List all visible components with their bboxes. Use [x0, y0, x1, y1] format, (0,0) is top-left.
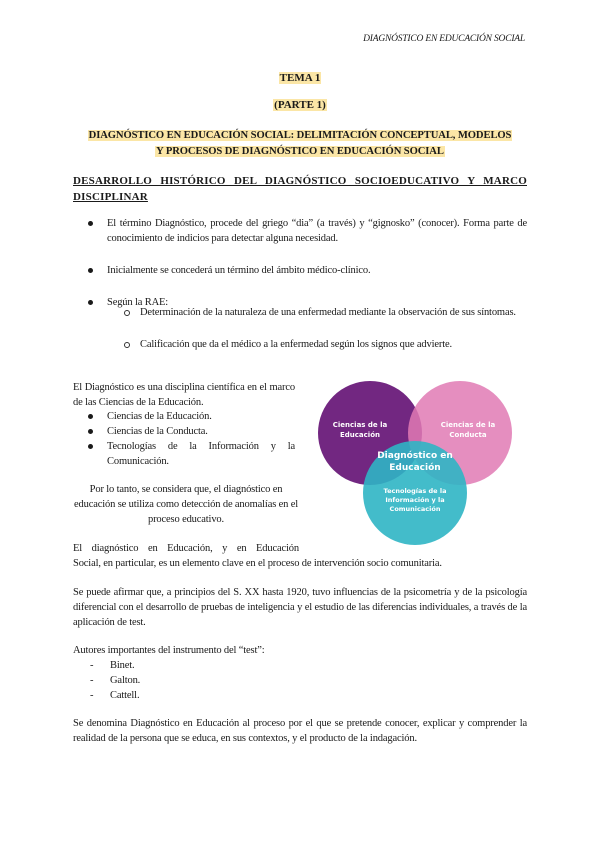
discipline-item: Tecnologías de la Información y la Comunicación.	[107, 441, 295, 467]
bullet-dot-icon	[88, 444, 93, 449]
list-item	[73, 439, 295, 469]
list-item	[118, 337, 527, 352]
venn-right-line2: Conducta	[449, 431, 487, 439]
bullet-text: Inicialmente se concederá un término del ámbito médico-clínico.	[107, 265, 371, 276]
bullet-dot-icon	[88, 300, 93, 305]
discipline-conclusion: Por lo tanto, se considera que, el diagnóstico en educación se utiliza como detección de anomalías en el proceso educativo.	[74, 484, 298, 525]
tema-part-text: (PARTE 1)	[274, 99, 326, 111]
bullet-dot-icon	[88, 414, 93, 419]
venn-left-line1: Ciencias de la	[332, 421, 388, 429]
discipline-item: Ciencias de la Conducta.	[107, 426, 208, 437]
circle-bullet-icon	[124, 310, 130, 316]
dash-bullet: -	[90, 690, 94, 701]
paragraph-3: Se denomina Diagnóstico en Educación al proceso por el que se pretende conocer, explicar y comprender la realidad de la persona que se educa, en sus contextos, y el producto de la indagación.	[73, 718, 527, 744]
title-line-1: DIAGNÓSTICO EN EDUCACIÓN SOCIAL: DELIMITACIÓN CONCEPTUAL, MODELOS	[88, 130, 512, 141]
bullet-text: Según la RAE:	[107, 297, 169, 308]
discipline-item: Ciencias de la Educación.	[107, 411, 212, 422]
dash-bullet: -	[90, 675, 94, 686]
list-item	[73, 216, 527, 246]
circle-bullet-icon	[124, 342, 130, 348]
tema-label-text: TEMA 1	[279, 72, 321, 84]
venn-bottom-line3: Comunicación	[389, 505, 441, 513]
dash-bullet: -	[90, 660, 94, 671]
paragraph-1-line-2: Social, en particular, es un elemento clave en el proceso de intervención socio comunitaria.	[73, 558, 442, 569]
document-title	[73, 128, 527, 160]
authors-intro: Autores importantes del instrumento del “test”:	[73, 645, 265, 656]
discipline-list	[73, 409, 295, 469]
rae-sublist	[118, 305, 527, 352]
list-item	[90, 688, 140, 703]
author-name: Galton.	[110, 675, 141, 686]
bullet-list	[73, 216, 527, 310]
tema-part	[0, 99, 600, 111]
venn-center-line2: Educación	[389, 463, 441, 473]
bullet-dot-icon	[88, 268, 93, 273]
list-item	[73, 409, 295, 424]
venn-center-line1: Diagnóstico en	[377, 451, 453, 461]
list-item	[90, 658, 140, 673]
venn-left-line2: Educación	[340, 431, 380, 439]
title-line-2: Y PROCESOS DE DIAGNÓSTICO EN EDUCACIÓN SOCIAL	[156, 146, 444, 157]
author-name: Cattell.	[110, 690, 140, 701]
section-heading: DESARROLLO HISTÓRICO DEL DIAGNÓSTICO SOCIOEDUCATIVO Y MARCO DISCIPLINAR	[73, 175, 527, 203]
venn-right-line1: Ciencias de la	[440, 421, 496, 429]
venn-bottom-line2: Información y la	[385, 496, 445, 504]
bullet-text: El término Diagnóstico, procede del griego “dia” (a través) y “gignosko” (conocer). Forma parte de conocimiento de indicios para detectar alguna necesidad.	[107, 218, 527, 244]
paragraph-1-line-1: El diagnóstico en Educación, y en Educación	[73, 543, 299, 554]
rae-item-text: Calificación que da el médico a la enfermedad según los signos que advierte.	[140, 339, 452, 350]
tema-label	[0, 72, 600, 84]
list-item	[73, 424, 295, 439]
list-item	[118, 305, 527, 320]
list-item	[90, 673, 140, 688]
authors-list	[90, 658, 140, 703]
paragraph-2: Se puede afirmar que, a principios del S. XX hasta 1920, tuvo influencias de la psicometría y de la psicología diferencial con el desarrollo de pruebas de inteligencia y el estudio de las diferencias individuales, a través de la aplicación de test.	[73, 587, 527, 628]
venn-bottom-line1: Tecnologías de la	[383, 487, 447, 495]
discipline-intro: El Diagnóstico es una disciplina científica en el marco de las Ciencias de la Educación.	[73, 382, 295, 408]
running-header: DIAGNÓSTICO EN EDUCACIÓN SOCIAL	[363, 34, 525, 44]
bullet-dot-icon	[88, 221, 93, 226]
rae-item-text: Determinación de la naturaleza de una enfermedad mediante la observación de sus síntomas.	[140, 307, 516, 318]
author-name: Binet.	[110, 660, 135, 671]
bullet-dot-icon	[88, 429, 93, 434]
list-item	[73, 263, 527, 278]
venn-diagram	[300, 378, 530, 548]
